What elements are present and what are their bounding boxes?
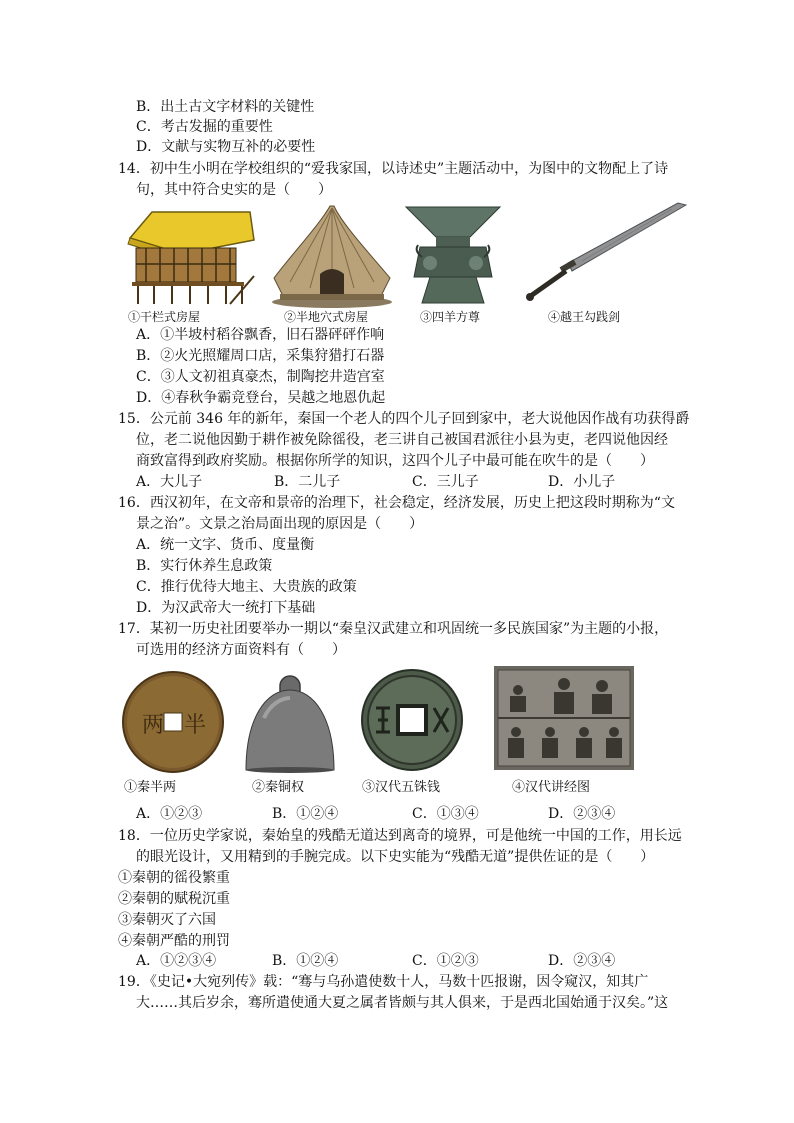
q18-item-3: ③秦朝灭了六国 — [118, 912, 216, 928]
q15-option-b: B．二儿子 — [274, 474, 341, 490]
q16-stem-line-2: 景之治”。文景之治局面出现的原因是（ ） — [136, 516, 424, 532]
q17-stem-line-2: 可选用的经济方面资料有（ ） — [136, 642, 346, 658]
four-ram-square-zun-image — [400, 201, 506, 307]
q18-option-d: D．②③④ — [548, 953, 616, 969]
q17-option-b: B．①②④ — [272, 806, 339, 822]
han-lecture-relief-image — [494, 666, 634, 770]
q15-option-c: C．三儿子 — [412, 474, 479, 490]
q17-caption-4: ④汉代讲经图 — [512, 780, 591, 795]
q15-option-d: D．小儿子 — [548, 474, 616, 490]
q14-stem-line-1: 14．初中生小明在学校组织的“爱我家国，以诗述史”主题活动中，为图中的文物配上了诗 — [118, 161, 669, 177]
q15-stem-line-3: 商致富得到政府奖励。根据你所学的知识，这四个儿子中最可能在吹牛的是（ ） — [136, 453, 654, 469]
q16-stem-line-1: 16．西汉初年，在文帝和景帝的治理下，社会稳定，经济发展，历史上把这段时期称为“文 — [118, 495, 675, 511]
q18-item-1: ①秦朝的徭役繁重 — [118, 870, 230, 886]
q16-option-a: A．统一文字、货币、度量衡 — [136, 537, 315, 553]
q16-option-d: D．为汉武帝大一统打下基础 — [136, 600, 316, 616]
q16-option-b: B．实行休养生息政策 — [136, 558, 273, 574]
q18-item-2: ②秦朝的赋税沉重 — [118, 891, 230, 907]
qin-bronze-weight-image — [240, 668, 340, 774]
q18-stem-line-2: 的眼光设计，又用精到的手腕完成。以下史实能为“残酷无道”提供佐证的是（ ） — [136, 849, 655, 865]
han-wuzhu-coin-image — [360, 668, 464, 772]
q15-option-a: A．大儿子 — [136, 474, 203, 490]
q13-option-d: D．文献与实物互补的必要性 — [136, 139, 316, 155]
q14-caption-3: ③四羊方尊 — [420, 310, 481, 324]
q18-stem-line-1: 18．一位历史学家说，秦始皇的残酷无道达到离奇的境界，可是他统一中国的工作，用长远 — [118, 828, 682, 844]
q19-stem-line-2: 大……其后岁余，骞所遣使通大夏之属者皆颇与其人俱来，于是西北国始通于汉矣。”这 — [136, 995, 669, 1011]
q14-caption-2: ②半地穴式房屋 — [284, 310, 369, 324]
q17-option-d: D．②③④ — [548, 806, 616, 822]
q14-caption-4: ④越王勾践剑 — [548, 310, 621, 324]
q17-option-c: C．①③④ — [412, 806, 479, 822]
q15-stem-line-1: 15．公元前 346 年的新年，秦国一个老人的四个儿子回到家中，老大说他因作战有功获得爵 — [118, 411, 690, 427]
q17-caption-3: ③汉代五铢钱 — [362, 780, 441, 795]
q19-stem-line-1: 19．《史记•大宛列传》载：“骞与乌孙遣使数十人，马数十匹报谢，因令窥汉，知其广 — [118, 974, 649, 990]
q18-item-4: ④秦朝严酷的刑罚 — [118, 933, 230, 949]
coin-character-liang: 两 — [142, 713, 165, 738]
stilt-house-image — [122, 204, 258, 308]
q17-caption-2: ②秦铜权 — [252, 780, 305, 795]
qin-banliang-coin-image — [120, 670, 226, 774]
q14-option-b: B．②火光照耀周口店，采集狩猎打石器 — [136, 348, 385, 364]
q18-option-a: A．①②③④ — [136, 953, 217, 969]
coin-character-ban: 半 — [184, 713, 207, 738]
semi-subterranean-house-image — [270, 202, 394, 308]
q14-stem-line-2: 句，其中符合史实的是（ ） — [136, 182, 332, 198]
q18-option-b: B．①②④ — [272, 953, 339, 969]
q17-stem-line-1: 17．某初一历史社团要举办一期以“秦皇汉武建立和巩固统一多民族国家”为主题的小报， — [118, 621, 669, 637]
q16-option-c: C．推行优待大地主、大贵族的政策 — [136, 579, 357, 595]
q17-option-a: A．①②③ — [136, 806, 203, 822]
q13-option-b: B．出土古文字材料的关键性 — [136, 99, 315, 115]
q14-option-d: D．④春秋争霸竞登台，吴越之地恩仇起 — [136, 390, 386, 406]
q14-option-a: A．①半坡村稻谷飘香，旧石器砰砰作响 — [136, 327, 385, 343]
goujian-sword-image — [522, 201, 688, 305]
q13-option-c: C．考古发掘的重要性 — [136, 119, 273, 135]
q14-caption-1: ①干栏式房屋 — [128, 310, 201, 324]
q14-option-c: C．③人文初祖真豪杰，制陶挖井造宫室 — [136, 369, 385, 385]
q15-stem-line-2: 位，老二说他因勤于耕作被免除徭役，老三讲自己被国君派往小县为吏，老四说他因经 — [136, 432, 668, 448]
q18-option-c: C．①②③ — [412, 953, 479, 969]
q17-caption-1: ①秦半两 — [124, 780, 177, 795]
